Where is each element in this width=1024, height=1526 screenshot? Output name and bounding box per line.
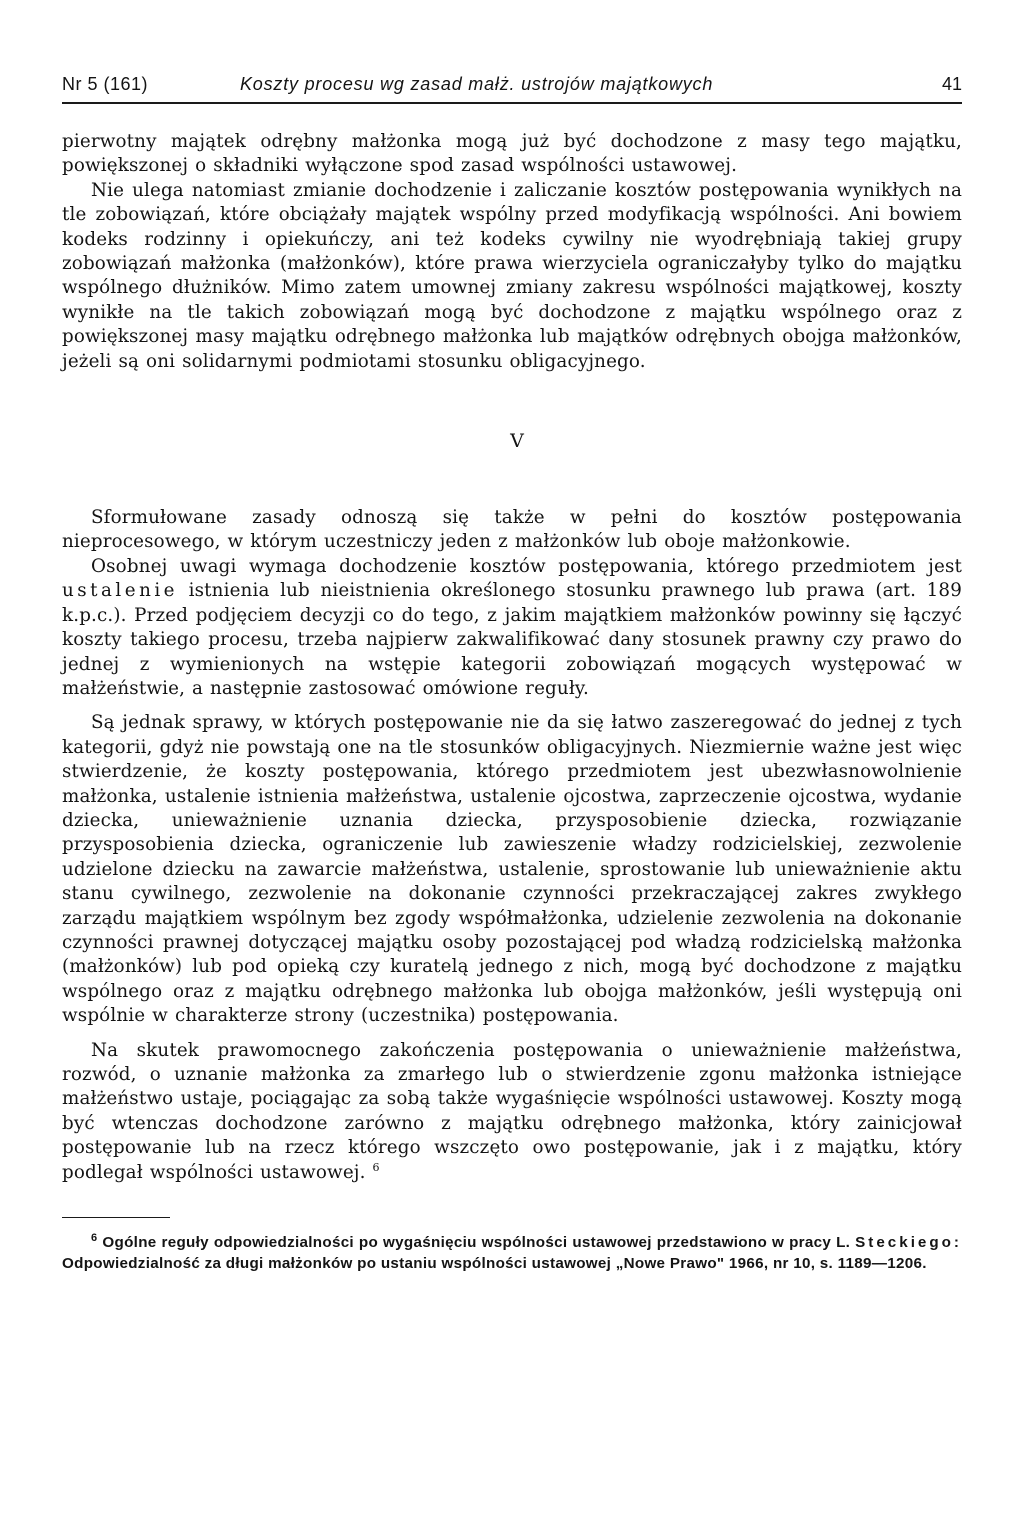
footnote: [62, 1232, 962, 1274]
footnote-author: Steckiego:: [855, 1234, 962, 1252]
page-number: 41: [941, 74, 962, 94]
paragraph-text: Na skutek prawomocnego zakończenia postępowania o unieważnienie małżeństwa, rozwód, o uznanie małżonka za zmarłego lub o stwierdzenie zgonu małżonka istniejące małżeństwo ustaje, pociągając za sobą także wygaśnięcie wspólności ustawowej. Koszty mogą być wtenczas dochodzone zarówno z majątku odrębnego małżonka, który zainicjował postępowanie lub na rzecz którego wszczęto owo postępowanie, jak i z majątku, który podlegał wspólności ustawowej.: [62, 1039, 962, 1183]
section-heading: V: [510, 430, 524, 453]
page: [62, 68, 962, 1274]
issue-number: Nr 5 (161): [62, 74, 149, 94]
running-header: [62, 68, 962, 104]
paragraph: Nie ulega natomiast zmianie dochodzenie i zaliczanie kosztów postępowania wynikłych na tle zobowiązań, które obciążały majątek wspólny przed modyfikacją wspólności. Ani bowiem kodeks rodzinny i opiekuńczy, ani też kodeks cywilny nie wyodrębniają takiej grupy zobowiązań małżonka (małżonków), które prawa wierzyciela ograniczałyby tylko do majątku wspólnego dłużników. Mimo zatem umownej zmiany zakresu wspólności majątkowej, koszty wynikłe na tle takich zobowiązań mogą być dochodzone z majątku wspólnego oraz z powiększonej masy majątku odrębnego małżonka lub majątków odrębnych obojga małżonków, jeżeli są oni solidarnymi podmiotami stosunku obligacyjnego.: [62, 179, 962, 372]
footnote-divider: [62, 1217, 170, 1218]
paragraph: [62, 555, 962, 701]
footnote-text: Ogólne reguły odpowiedzialności po wygaśnięciu wspólności ustawowej przedstawiono w pracy L.: [102, 1234, 851, 1252]
footnote-marker: 6: [91, 1231, 98, 1244]
article-body: [62, 130, 962, 1185]
footnote-reference[interactable]: 6: [372, 1160, 380, 1174]
paragraph-text: Osobnej uwagi wymaga dochodzenie kosztów postępowania, którego przedmiotem jest: [91, 555, 962, 577]
emphasized-term: ustalenie: [62, 580, 179, 602]
paragraph-continued: pierwotny majątek odrębny małżonka mogą już być dochodzone z masy tego majątku, powiększonej o składniki wyłączone spod zasad wspólności ustawowej.: [62, 131, 962, 177]
footnote-citation: Odpowiedzialność za długi małżonków po ustaniu wspólności ustawowej „Nowe Prawo" 1966, nr 10, s. 1189—1206.: [62, 1255, 927, 1273]
running-title: Koszty procesu wg zasad małż. ustrojów majątkowych: [240, 74, 714, 94]
paragraph: Są jednak sprawy, w których postępowanie nie da się łatwo zaszeregować do jednej z tych kategorii, gdyż nie powstają one na tle stosunków obligacyjnych. Niezmiernie ważne jest więc stwierdzenie, że koszty postępowania, którego przedmiotem jest ubezwłasnowolnienie małżonka, ustalenie istnienia małżeństwa, ustalenie ojcostwa, zaprzeczenie ojcostwa, wydanie dziecka, unieważnienie uznania dziecka, przysposobienie dziecka, rozwiązanie przysposobienia dziecka, ograniczenie lub zawieszenie władzy rodzicielskiej, zezwolenie udzielone dziecku na zawarcie małżeństwa, ustalenie, sprostowanie lub unieważnienie aktu stanu cywilnego, zezwolenie na dokonanie czynności przekraczającej zakres zwykłego zarządu majątkiem wspólnym bez zgody współmałżonka, udzielenie zezwolenia na dokonanie czynności prawnej dotyczącej majątku osoby pozostającej pod władzą rodzicielską małżonka (małżonków) lub pod opieką czy kuratelą jednego z nich, mogą być dochodzone z majątku wspólnego oraz z majątku odrębnego małżonka lub obojga małżonków, jeśli występują oni wspólnie w charakterze strony (uczestnika) postępowania.: [62, 712, 962, 1027]
paragraph: Sformułowane zasady odnoszą się także w pełni do kosztów postępowania nieprocesowego, w którym uczestniczy jeden z małżonków lub oboje małżonkowie.: [62, 507, 962, 553]
paragraph-text: istnienia lub nieistnienia określonego stosunku prawnego lub prawa (art. 189 k.p.c.). Przed podjęciem decyzji co do tego, z jakim majątkiem małżonków powinny się łączyć koszty takiego procesu, trzeba najpierw zakwalifikować dany stosunek prawny czy prawo do jednej z wymienionych na wstępie kategorii zobowiązań mogących występować w małżeństwie, a następnie zastosować omówione reguły.: [62, 580, 962, 699]
paragraph: [62, 1039, 962, 1185]
